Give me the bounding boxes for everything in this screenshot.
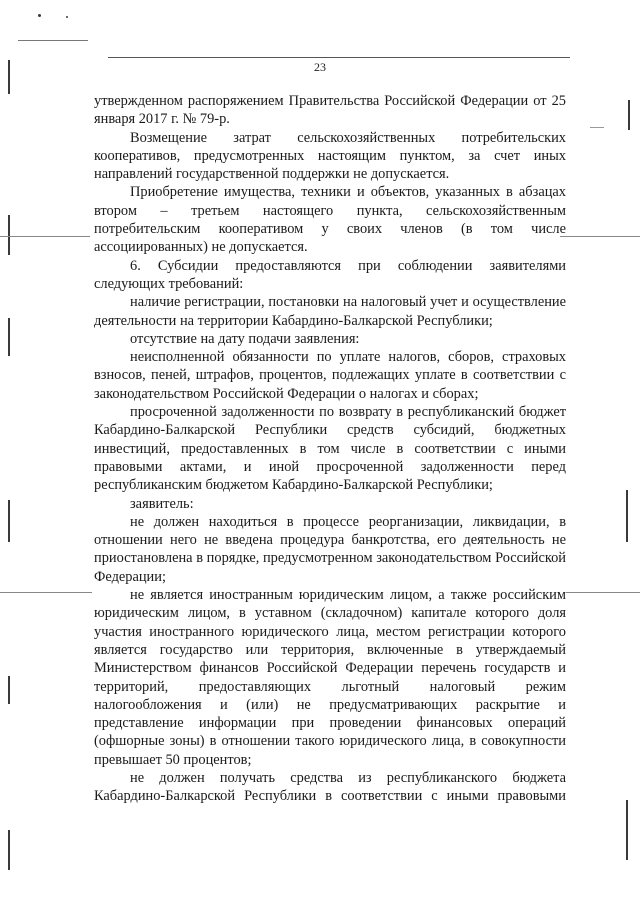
paragraph-applicant: заявитель: xyxy=(130,495,194,512)
paragraph-overdue-debt: просроченной задолженности по возврату в республиканский бюджет Кабардино-Балкарской Республики средств субсидий, бюджетных инвестиций, предоставленных в том числе в соответствии с иными правовыми актами, и иной просроченной задолженности перед республиканским бюджетом Кабардино-Балкарской Республики; xyxy=(94,404,566,494)
scan-edge-line xyxy=(8,676,10,704)
header-rule xyxy=(108,57,570,58)
paragraph-foreign-entity: не является иностранным юридическим лицом, а также российским юридическим лицом, в уставном (складочном) капитале которого доля участия иностранного юридического лица, местом регистрации которого является государство или территория, включенные в утверждаемый Министерством финансов Российской Федерации перечень государств и территорий, предоставляющих льготный налоговый режим налогообложения и (или) не предусматривающих раскрытие и представление информации при проведении финансовых операций (офшорные зоны) в отношении такого юридического лица, в совокупности превышает 50 процентов; xyxy=(94,587,566,768)
scan-artifact-dot xyxy=(38,14,41,17)
paragraph-absence: отсутствие на дату подачи заявления: xyxy=(130,330,360,347)
paragraph-other-funds: не должен получать средства из республиканского бюджета Кабардино-Балкарской Республики в соответствии с иными правовыми xyxy=(94,769,566,805)
scan-artifact-line xyxy=(18,40,88,41)
page-number: 23 xyxy=(314,60,326,74)
scan-edge-line xyxy=(8,215,10,255)
scan-artifact-line xyxy=(566,592,640,593)
scan-edge-line xyxy=(8,830,10,870)
scan-artifact-line xyxy=(0,592,92,593)
paragraph-section-6: 6. Субсидии предоставляются при соблюдении заявителями следующих требований: xyxy=(94,257,566,292)
scan-artifact-line xyxy=(590,127,604,128)
scan-edge-line xyxy=(8,318,10,356)
paragraph-continuation: утвержденном распоряжением Правительства Российской Федерации от 25 января 2017 г. № 79-р. xyxy=(94,93,566,128)
paragraph-acquisition: Приобретение имущества, техники и объектов, указанных в абзацах втором – третьем настоящего пункта, сельскохозяйственным потребительским кооперативом у своих членов (в том числе ассоциированных) не допускается. xyxy=(94,184,566,256)
scan-artifact-line xyxy=(560,236,640,237)
scan-edge-line xyxy=(8,500,10,542)
paragraph-reorganization: не должен находиться в процессе реорганизации, ликвидации, в отношении него не введена процедура банкротства, его деятельность не приостановлена в порядке, предусмотренном законодательством Российской Федерации; xyxy=(94,513,566,585)
paragraph-registration: наличие регистрации, постановки на налоговый учет и осуществление деятельности на территории Кабардино-Балкарской Республики; xyxy=(94,294,566,329)
scan-edge-line xyxy=(628,100,630,130)
scan-edge-line xyxy=(626,490,628,542)
scan-edge-line xyxy=(626,800,628,860)
scan-artifact-dot xyxy=(66,16,68,18)
paragraph-reimbursement: Возмещение затрат сельскохозяйственных потребительских кооперативов, предусмотренных настоящим пунктом, за счет иных направлений государственной поддержки не допускается. xyxy=(94,129,566,183)
scan-artifact-line xyxy=(0,236,90,237)
document-body xyxy=(94,92,566,806)
paragraph-tax-obligations: неисполненной обязанности по уплате налогов, сборов, страховых взносов, пеней, штрафов, процентов, подлежащих уплате в соответствии с законодательством Российской Федерации о налогах и сборах; xyxy=(94,349,566,402)
